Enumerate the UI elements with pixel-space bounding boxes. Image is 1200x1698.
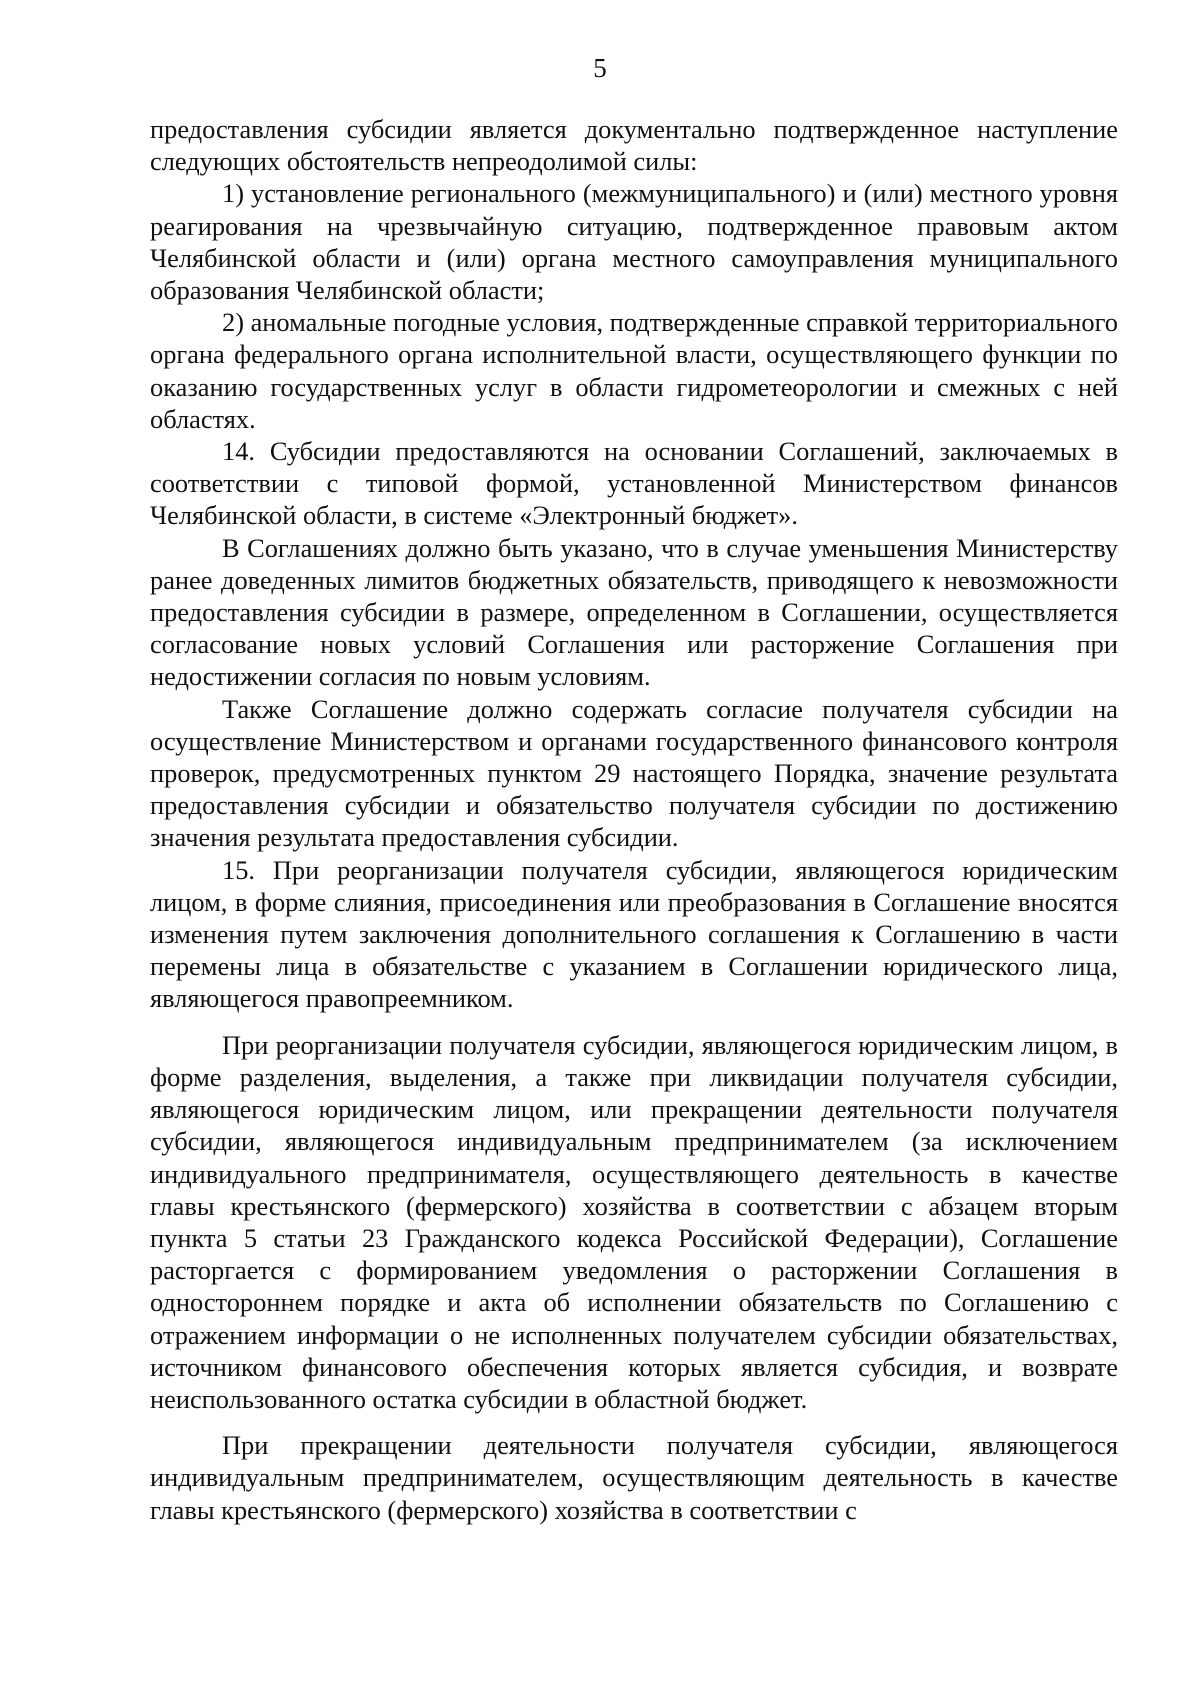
paragraph-intro-continuation: предоставления субсидии является документально подтвержденное наступление следующих обстоятельств непреодолимой силы: [150, 114, 1118, 177]
paragraph-item-1: 1) установление регионального (межмуниципального) и (или) местного уровня реагирования на чрезвычайную ситуацию, подтвержденное правовым актом Челябинской области и (или) органа местного самоуправления муниципального образования Челябинской области; [150, 178, 1118, 306]
paragraph-clause-15: 15. При реорганизации получателя субсидии, являющегося юридическим лицом, в форме слияния, присоединения или преобразования в Соглашение вносятся изменения путем заключения дополнительного соглашения к Соглашению в части перемены лица в обязательстве с указанием в Соглашении юридического лица, являющегося правопреемником. [150, 854, 1118, 1014]
paragraph-item-2: 2) аномальные погодные условия, подтвержденные справкой территориального органа федерального органа исполнительной власти, осуществляющего функции по оказанию государственных услуг в области гидрометеорологии и смежных с ней областях. [150, 307, 1118, 434]
page-number: 5 [593, 53, 607, 83]
paragraph-clause-14: 14. Субсидии предоставляются на основании Соглашений, заключаемых в соответствии с типовой формой, установленной Министерством финансов Челябинской области, в системе «Электронный бюджет». [150, 436, 1118, 531]
document-body [150, 113, 1118, 1526]
paragraph-agreement-consent: Также Соглашение должно содержать согласие получателя субсидии на осуществление Министерством и органами государственного финансового контроля проверок, предусмотренных пунктом 29 настоящего Порядка, значение результата предоставления субсидии и обязательство получателя субсидии по достижению значения результата предоставления субсидии. [150, 693, 1118, 853]
paragraph-agreement-limits: В Соглашениях должно быть указано, что в случае уменьшения Министерству ранее доведенных лимитов бюджетных обязательств, приводящего к невозможности предоставления субсидии в размере, определенном в Соглашении, осуществляется согласование новых условий Соглашения или расторжение Соглашения при недостижении согласия по новым условиям. [150, 532, 1118, 692]
paragraph-reorganization-termination: При реорганизации получателя субсидии, являющегося юридическим лицом, в форме разделения, выделения, а также при ликвидации получателя субсидии, являющегося юридическим лицом, или прекращении деятельности получателя субсидии, являющегося индивидуальным предпринимателем (за исключением индивидуального предпринимателя, осуществляющего деятельность в качестве главы крестьянского (фермерского) хозяйства в соответствии с абзацем вторым пункта 5 статьи 23 Гражданского кодекса Российской Федерации), Соглашение расторгается с формированием уведомления о расторжении Соглашения в одностороннем порядке и акта об исполнении обязательств по Соглашению с отражением информации о не исполненных получателем субсидии обязательствах, источником финансового обеспечения которых является субсидия, и возврате неиспользованного остатка субсидии в областной бюджет. [150, 1029, 1118, 1414]
paragraph-farm-head-termination: При прекращении деятельности получателя субсидии, являющегося индивидуальным предпринимателем, осуществляющим деятельность в качестве главы крестьянского (фермерского) хозяйства в соответствии с [150, 1430, 1118, 1525]
